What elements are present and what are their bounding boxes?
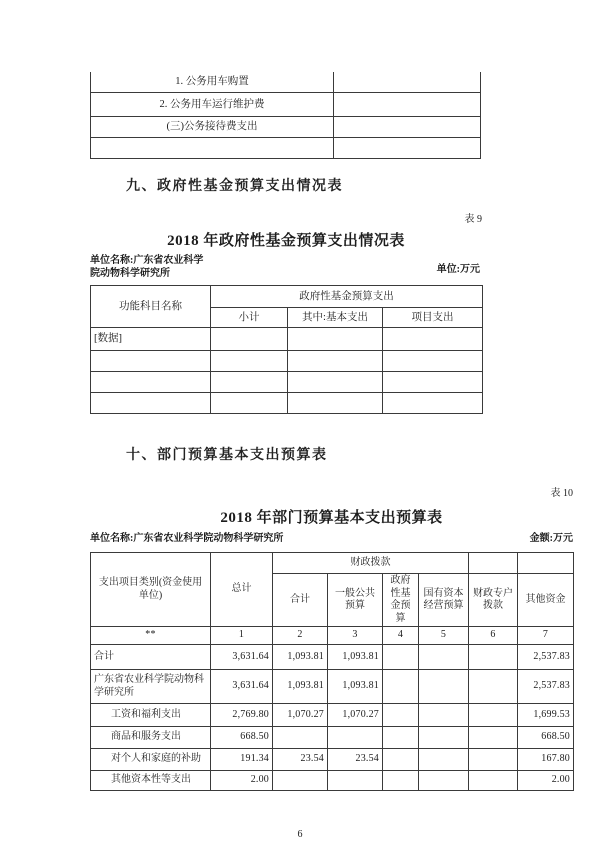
value-cell <box>383 727 419 749</box>
subheader-cell: 项目支出 <box>383 308 483 328</box>
index-cell: 3 <box>328 627 383 645</box>
index-cell: 5 <box>419 627 469 645</box>
row-label-cell <box>91 372 211 393</box>
section10-unit-name: 单位名称:广东省农业科学院动物科学研究所 <box>90 533 284 544</box>
value-cell: 668.50 <box>518 727 574 749</box>
subheader-cell: 小计 <box>211 308 288 328</box>
group-header-cell: 财政拨款 <box>273 553 469 574</box>
value-cell <box>211 372 288 393</box>
table-row <box>91 72 481 93</box>
value-cell <box>383 771 419 791</box>
value-cell: 23.54 <box>273 749 328 771</box>
value-cell <box>328 771 383 791</box>
row-label-cell: 2. 公务用车运行维护费 <box>91 93 334 117</box>
table-row <box>91 749 574 771</box>
item-header-cell: 支出项目类别(资金使用单位) <box>91 553 211 627</box>
table-row <box>91 351 483 372</box>
value-cell <box>383 393 483 414</box>
section10-heading: 十、部门预算基本支出预算表 <box>126 448 328 463</box>
table-row <box>91 645 574 670</box>
subheader-cell: 国有资本经营预算 <box>419 574 469 627</box>
subject-header-cell: 功能科目名称 <box>91 286 211 328</box>
value-cell <box>383 351 483 372</box>
row-label-cell: 商品和服务支出 <box>91 727 211 749</box>
value-cell: 23.54 <box>328 749 383 771</box>
section9-table-title: 2018 年政府性基金预算支出情况表 <box>167 233 405 249</box>
section9-table-number: 表 9 <box>464 214 482 225</box>
value-cell <box>211 328 288 351</box>
value-cell: 3,631.64 <box>211 645 273 670</box>
section10-table-title: 2018 年部门预算基本支出预算表 <box>220 510 443 526</box>
value-cell <box>419 704 469 727</box>
value-cell: 1,093.81 <box>273 670 328 704</box>
row-label-cell <box>91 393 211 414</box>
subheader-cell: 财政专户拨款 <box>469 574 518 627</box>
section9-unit-label: 单位:万元 <box>436 264 480 275</box>
value-cell <box>334 117 481 138</box>
subheader-cell: 一般公共预算 <box>328 574 383 627</box>
value-cell <box>383 328 483 351</box>
value-cell <box>383 645 419 670</box>
value-cell: 1,093.81 <box>328 670 383 704</box>
value-cell <box>469 727 518 749</box>
table-row <box>91 771 574 791</box>
gov-fund-expenditure-table <box>90 285 483 414</box>
index-row <box>91 627 574 645</box>
index-cell: 6 <box>469 627 518 645</box>
section10-unit-label: 金额:万元 <box>529 533 573 544</box>
value-cell: 1,699.53 <box>518 704 574 727</box>
value-cell <box>211 351 288 372</box>
value-cell <box>469 749 518 771</box>
basic-expenditure-budget-table <box>90 552 574 791</box>
index-cell: 4 <box>383 627 419 645</box>
table-row <box>91 138 481 159</box>
value-cell <box>469 645 518 670</box>
row-label-cell: (三)公务接待费支出 <box>91 117 334 138</box>
total-header-cell: 总计 <box>211 553 273 627</box>
value-cell <box>334 138 481 159</box>
value-cell <box>334 72 481 93</box>
table-row <box>91 704 574 727</box>
index-cell: 7 <box>518 627 574 645</box>
row-label-cell: 对个人和家庭的补助 <box>91 749 211 771</box>
row-label-cell: 1. 公务用车购置 <box>91 72 334 93</box>
value-cell: 167.80 <box>518 749 574 771</box>
value-cell <box>288 372 383 393</box>
value-cell <box>211 393 288 414</box>
value-cell <box>419 749 469 771</box>
row-label-cell <box>91 138 334 159</box>
value-cell <box>469 771 518 791</box>
table-row <box>91 93 481 117</box>
section10-table-number: 表 10 <box>550 488 573 499</box>
group-header-cell: 政府性基金预算支出 <box>211 286 483 308</box>
table-row <box>91 727 574 749</box>
value-cell <box>469 670 518 704</box>
value-cell <box>383 749 419 771</box>
row-label-cell: [数据] <box>91 328 211 351</box>
page-number: 6 <box>297 829 303 840</box>
unit-name-line1: 单位名称:广东省农业科学 <box>90 255 204 266</box>
row-label-cell <box>91 351 211 372</box>
table-row <box>91 372 483 393</box>
header-row <box>91 286 483 308</box>
value-cell <box>419 645 469 670</box>
section10-unit-row <box>90 532 573 545</box>
value-cell <box>383 670 419 704</box>
empty-header-cell <box>469 553 518 574</box>
row-label-cell: 工资和福利支出 <box>91 704 211 727</box>
value-cell <box>469 704 518 727</box>
value-cell <box>328 727 383 749</box>
value-cell <box>273 771 328 791</box>
empty-header-cell <box>518 553 574 574</box>
section9-heading: 九、政府性基金预算支出情况表 <box>126 179 343 194</box>
value-cell <box>419 727 469 749</box>
value-cell: 2,769.80 <box>211 704 273 727</box>
subheader-cell: 政府性基金预算 <box>383 574 419 627</box>
row-label-cell: 其他资本性等支出 <box>91 771 211 791</box>
value-cell: 2.00 <box>518 771 574 791</box>
table-row <box>91 393 483 414</box>
carryover-table <box>90 72 481 159</box>
value-cell: 1,070.27 <box>273 704 328 727</box>
value-cell <box>419 670 469 704</box>
value-cell <box>273 727 328 749</box>
index-cell: ** <box>91 627 211 645</box>
value-cell <box>383 372 483 393</box>
value-cell: 1,070.27 <box>328 704 383 727</box>
index-cell: 2 <box>273 627 328 645</box>
subheader-cell: 其中:基本支出 <box>288 308 383 328</box>
value-cell <box>288 351 383 372</box>
value-cell <box>288 328 383 351</box>
table-row <box>91 117 481 138</box>
value-cell: 2,537.83 <box>518 645 574 670</box>
subheader-cell: 其他资金 <box>518 574 574 627</box>
unit-name-line2: 院动物科学研究所 <box>90 268 170 279</box>
header-row <box>91 553 574 574</box>
index-cell: 1 <box>211 627 273 645</box>
value-cell <box>419 771 469 791</box>
value-cell: 2.00 <box>211 771 273 791</box>
value-cell: 191.34 <box>211 749 273 771</box>
value-cell: 1,093.81 <box>328 645 383 670</box>
table-row <box>91 670 574 704</box>
value-cell <box>288 393 383 414</box>
value-cell <box>334 93 481 117</box>
row-label-cell: 广东省农业科学院动物科学研究所 <box>91 670 211 704</box>
value-cell <box>383 704 419 727</box>
table-row <box>91 328 483 351</box>
value-cell: 2,537.83 <box>518 670 574 704</box>
value-cell: 668.50 <box>211 727 273 749</box>
value-cell: 1,093.81 <box>273 645 328 670</box>
subheader-cell: 合计 <box>273 574 328 627</box>
row-label-cell: 合计 <box>91 645 211 670</box>
value-cell: 3,631.64 <box>211 670 273 704</box>
